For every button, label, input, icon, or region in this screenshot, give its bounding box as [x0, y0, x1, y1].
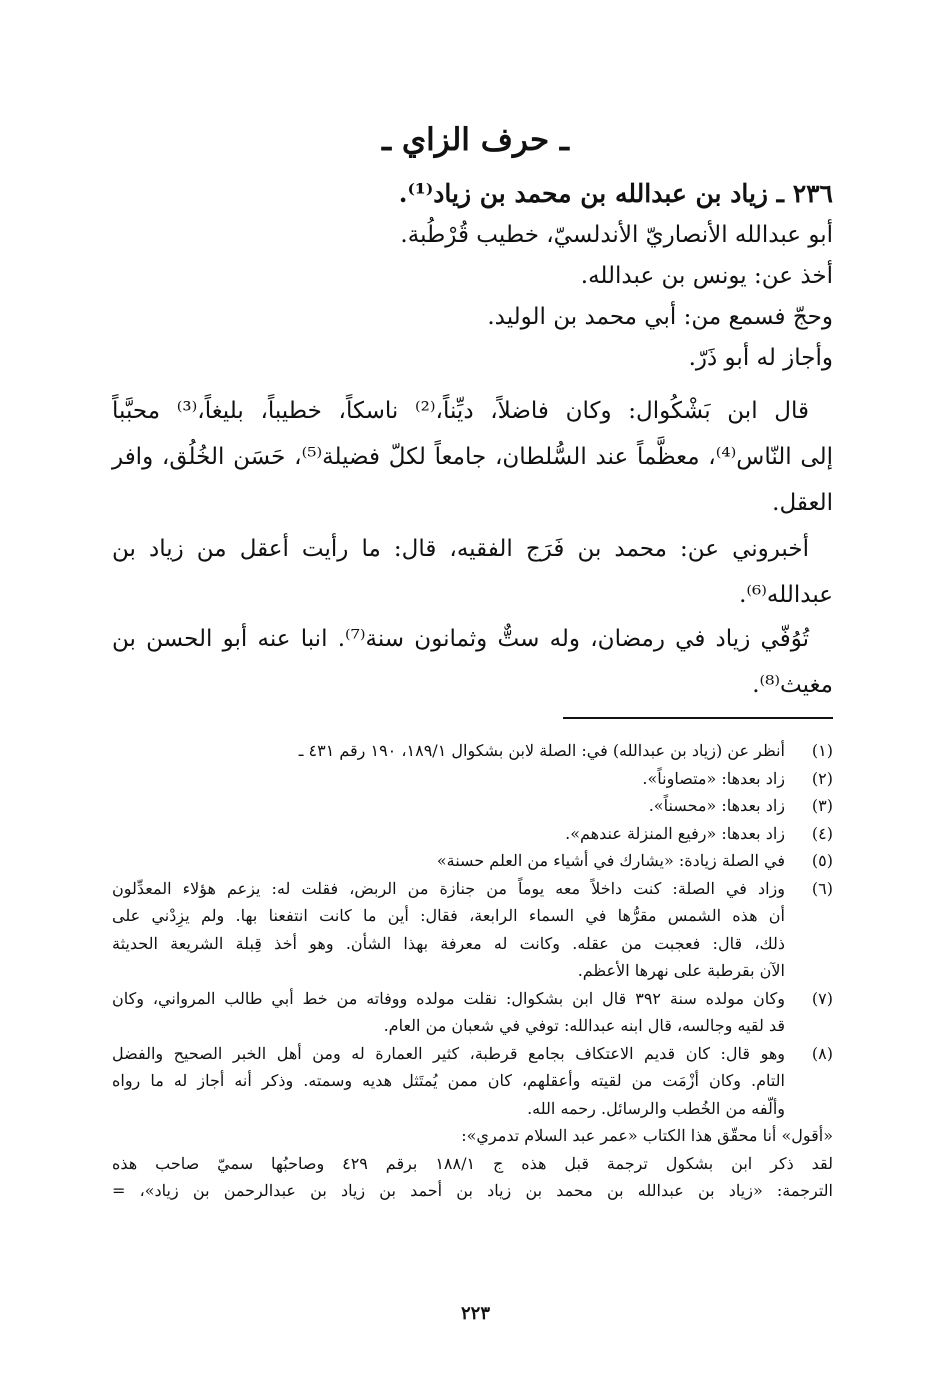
footnote-text: الترجمة: «زياد بن عبدالله بن محمد بن زياد بن أحمد بن زياد بن عبدالرحمن بن زياد»، = [112, 1181, 833, 1200]
footnote-continuation [112, 1122, 833, 1205]
footnote-text: زاد بعدها: «محسناً». [648, 796, 785, 815]
footnote [112, 875, 833, 985]
chapter-title: ـ حرف الزاي ـ [382, 122, 569, 158]
footnote-text: زاد بعدها: «متصاوناً». [642, 768, 785, 788]
footnote-text: الآن بقرطبة على نهرها الأعظم. [577, 961, 785, 980]
entry-line: أخذ عن: يونس بن عبدالله. [580, 263, 833, 289]
footnote-text: زاد بعدها: «رفيع المنزلة عندهم». [565, 823, 785, 843]
footnote-text: لقد ذكر ابن بشكول ترجمة قبل هذه ج ١٨٨/١ برقم ٤٢٩ وصاحبُها سميّ صاحب هذه [112, 1153, 834, 1173]
footnote [112, 985, 833, 1040]
footnote [112, 792, 833, 820]
footnote-text: قد لقيه وجالسه، قال ابنه عبدالله: توفي في شعبان من العام. [383, 1016, 785, 1035]
footnote-number: (٣) [811, 796, 833, 815]
footnote-text: في الصلة زيادة: «يشارك في أشياء من العلم حسنة» [436, 851, 785, 870]
paragraph-line: إلى النّاس⁽⁴⁾، معظَّماً عند السُّلطان، جامعاً لكلّ فضيلة⁽⁵⁾، حَسَن الخُلُق، وافر [112, 444, 834, 470]
footnote-number: (٤) [811, 823, 833, 843]
paragraph [112, 526, 833, 618]
footnote [112, 1040, 833, 1123]
page-number: ٢٢٣ [460, 1303, 490, 1324]
footnote [112, 820, 833, 848]
footnotes [112, 737, 833, 1205]
footnote-text: «أقول» أنا محقّق هذا الكتاب «عمر عبد السلام تدمري»: [461, 1126, 833, 1145]
paragraph-line: أخبروني عن: محمد بن فَرَج الفقيه، قال: ما رأيت أعقل من زياد بن [112, 536, 809, 562]
footnote-text: وكان مولده سنة ٣٩٢ قال ابن بشكوال: نقلت مولده ووفاته من خط أبي طالب المرواني، وكان [112, 988, 785, 1008]
paragraph [112, 616, 833, 708]
footnote-number: (٢) [811, 768, 833, 788]
paragraph [112, 388, 833, 526]
footnote-text: أنظر عن (زياد بن عبدالله) في: الصلة لابن بشكوال ١٨٩/١، ١٩٠ رقم ٤٣١ ـ [298, 741, 785, 760]
paragraph-line: مغيث⁽⁸⁾. [752, 672, 833, 698]
footnote-number: (٧) [811, 988, 833, 1008]
entry-line: وحجّ فسمع من: أبي محمد بن الوليد. [487, 304, 833, 330]
paragraph-line: تُوُفّي زياد في رمضان، وله ستٌّ وثمانون سنة⁽⁷⁾. انبا عنه أبو الحسن بن [112, 626, 809, 652]
footnote-text: وزاد في الصلة: كنت داخلاً معه يوماً من جنازة من الربض، فقلت له: يزعم هؤلاء المعدِّلون [112, 878, 785, 898]
entry-title: ٢٣٦ ـ زياد بن عبدالله بن محمد بن زياد⁽¹⁾. [398, 179, 833, 208]
footnote-separator [563, 717, 833, 719]
footnote-text: وألّفه من الخُطب والرسائل. رحمه الله. [527, 1098, 785, 1118]
footnote-number: (١) [811, 741, 833, 760]
footnote [112, 847, 833, 875]
footnote [112, 737, 833, 765]
paragraph-line: العقل. [772, 490, 833, 516]
footnote-text: التام. وكان أزْمَت من لقيته وأعقلهم، كان ممن يُمتَثل هديه وسمته. وذكر أنه أجاز له ما رواه [112, 1071, 785, 1090]
entry-line: أبو عبدالله الأنصاريّ الأندلسيّ، خطيب قُرْطُبة. [400, 222, 833, 248]
footnote-number: (٥) [811, 851, 833, 870]
footnote-text: وهو قال: كان قديم الاعتكاف بجامع قرطبة، كثير العمارة له ومن أهل الخبر الصحيح والفضل [112, 1043, 785, 1063]
footnote-number: (٦) [811, 878, 833, 898]
footnote-number: (٨) [811, 1043, 833, 1063]
entry-line: وأجاز له أبو ذَرّ. [688, 345, 833, 371]
footnote-text: ذلك، قال: فعجبت من عقله. وكانت له معرفة بهذا الشأن. وهو أخذ قِبلة الشريعة الحديثة [112, 933, 785, 953]
paragraph-line: عبدالله⁽⁶⁾. [739, 582, 833, 608]
paragraph-line: قال ابن بَشْكُوال: وكان فاضلاً، ديِّناً،⁽²⁾ ناسكاً، خطيباً، بليغاً،⁽³⁾ محبَّباً [112, 398, 809, 424]
footnote-text: أن هذه الشمس مقرُّها في السماء الرابعة، فقال: أين ما كانت انتفعنا بها. ولم يزِدْني على [112, 906, 785, 925]
footnote [112, 765, 833, 793]
